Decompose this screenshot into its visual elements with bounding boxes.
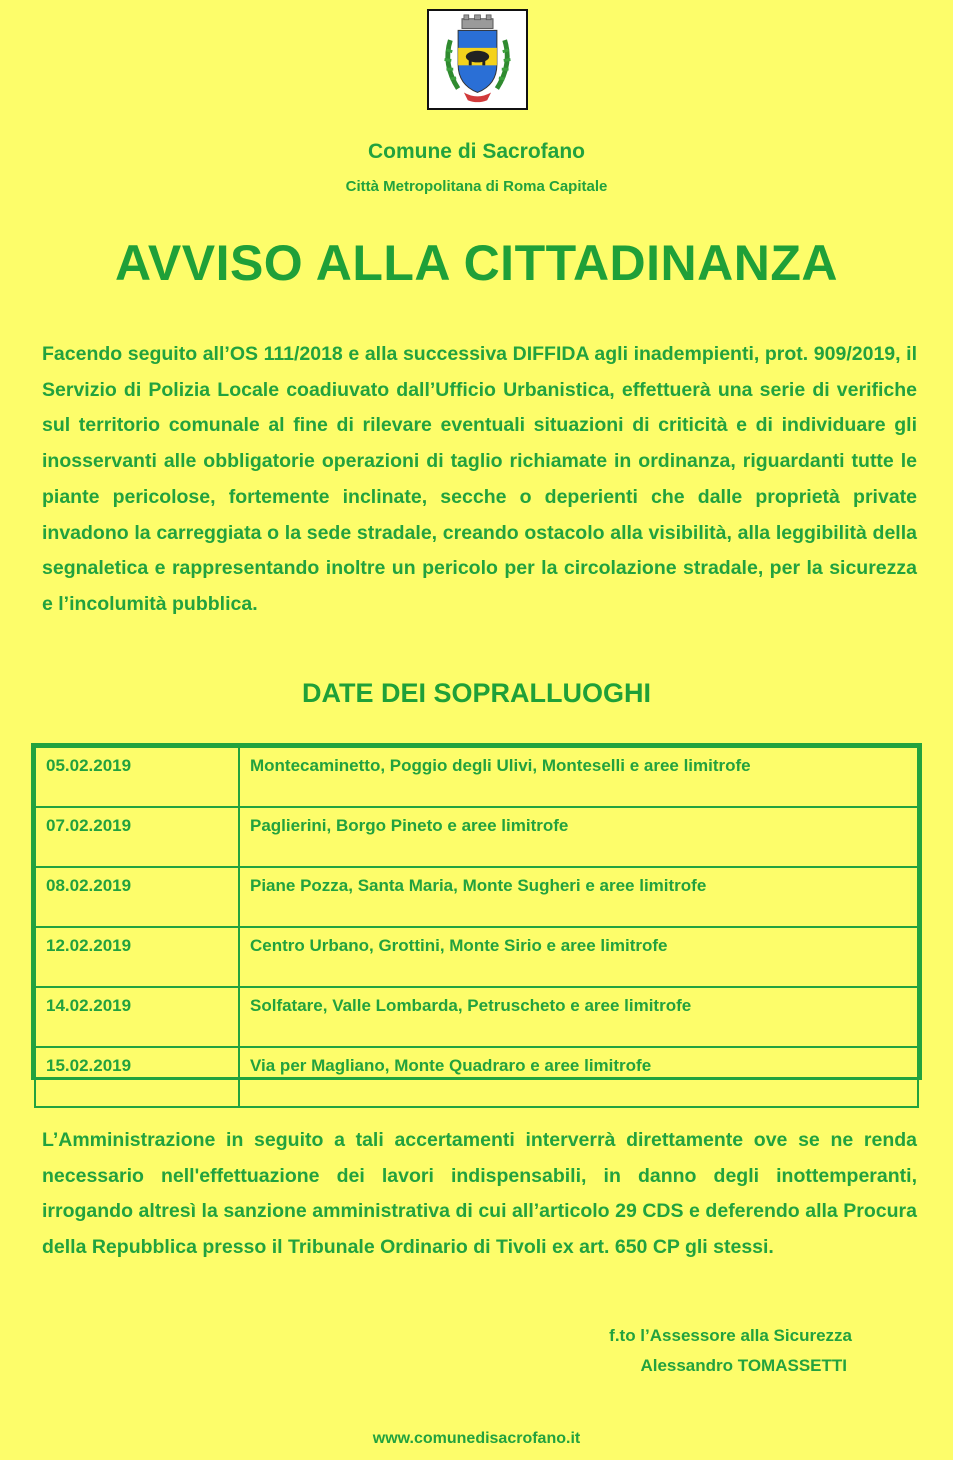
table-row	[35, 747, 918, 807]
schedule-date: 08.02.2019	[35, 867, 239, 927]
schedule-date: 12.02.2019	[35, 927, 239, 987]
schedule-date: 07.02.2019	[35, 807, 239, 867]
table-row	[35, 1047, 918, 1107]
schedule-date: 15.02.2019	[35, 1047, 239, 1107]
inspection-dates-heading: DATE DEI SOPRALLUOGHI	[301, 678, 651, 708]
schedule-areas: Via per Magliano, Monte Quadraro e aree limitrofe	[239, 1047, 918, 1107]
signature-role: f.to l’Assessore alla Sicurezza	[609, 1326, 852, 1345]
schedule-date: 05.02.2019	[35, 747, 239, 807]
coat-of-arms-icon	[429, 11, 526, 108]
inspection-schedule-table	[31, 743, 922, 1080]
notice-paragraph-intro: Facendo seguito all’OS 111/2018 e alla successiva DIFFIDA agli inadempienti, prot. 909/2019, il Servizio di Polizia Locale coadiuvato dall’Ufficio Urbanistica, effettuerà una serie di verifiche sul territorio comunale al fine di rilevare eventuali situazioni di criticità e di individuare gli inosservanti alle obbligatorie operazioni di taglio richiamate in ordinanza, riguardanti tutte le piante pericolose, fortemente inclinate, secche o deperienti che dalle proprietà private invadono la carreggiata o la sede stradale, creando ostacolo alla visibilità, alla leggibilità della segnaletica e rappresentando inoltre un pericolo per la circolazione stradale, per la sicurezza e l’incolumità pubblica.	[42, 343, 917, 615]
notice-title: AVVISO ALLA CITTADINANZA	[114, 235, 839, 291]
schedule-areas: Montecaminetto, Poggio degli Ulivi, Monteselli e aree limitrofe	[239, 747, 918, 807]
table-row	[35, 987, 918, 1047]
table-row	[35, 927, 918, 987]
schedule-areas: Piane Pozza, Santa Maria, Monte Sugheri e aree limitrofe	[239, 867, 918, 927]
organization-name: Comune di Sacrofano	[367, 140, 586, 163]
schedule-areas: Paglierini, Borgo Pineto e aree limitrofe	[239, 807, 918, 867]
website-link[interactable]: www.comunedisacrofano.it	[372, 1430, 581, 1447]
notice-paragraph-sanctions: L’Amministrazione in seguito a tali accertamenti interverrà direttamente ove se ne renda necessario nell'effettuazione dei lavori indispensabili, in danno degli inottemperanti, irrogando altresì la sanzione amministrativa di cui all’articolo 29 CDS e deferendo alla Procura della Repubblica presso il Tribunale Ordinario di Tivoli ex art. 650 CP gli stessi.	[42, 1129, 917, 1259]
signature-name: Alessandro TOMASSETTI	[640, 1356, 847, 1375]
municipal-logo	[427, 9, 528, 110]
schedule-date: 14.02.2019	[35, 987, 239, 1047]
schedule-areas: Solfatare, Valle Lombarda, Petruscheto e aree limitrofe	[239, 987, 918, 1047]
table-row	[35, 867, 918, 927]
organization-subtitle: Città Metropolitana di Roma Capitale	[345, 178, 608, 195]
schedule-areas: Centro Urbano, Grottini, Monte Sirio e aree limitrofe	[239, 927, 918, 987]
table-row	[35, 807, 918, 867]
